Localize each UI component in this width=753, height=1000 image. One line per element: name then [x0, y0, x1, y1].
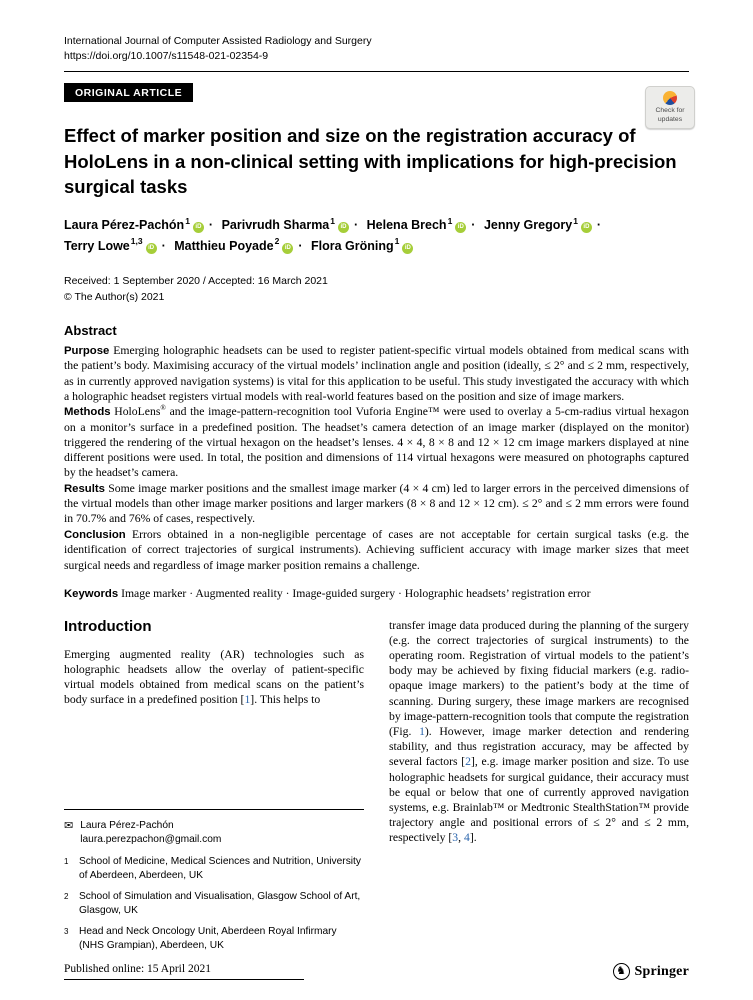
author-affiliation-sup: 1 [330, 215, 335, 226]
check-for-updates-badge[interactable] [645, 86, 695, 129]
right-column [389, 618, 689, 953]
springer-horse-icon: ♞ [616, 965, 626, 977]
springer-wordmark: Springer [634, 963, 689, 979]
author-separator: · [596, 217, 602, 232]
affiliation-text: School of Simulation and Visualisation, Glasgow School of Art, Glasgow, UK [79, 890, 361, 916]
affiliation-number: 2 [64, 891, 69, 901]
published-online: Published online: 15 April 2021 [64, 963, 304, 980]
article-title: Effect of marker position and size on the registration accuracy of HoloLens in a non-clinical setting with implications for high-precision surgical tasks [64, 125, 677, 197]
text-run: ]. This helps to [250, 693, 321, 707]
abstract-results [64, 481, 689, 527]
intro-paragraph-left [64, 647, 364, 708]
text-run: ]. [469, 831, 477, 845]
text-run: Methods [64, 406, 111, 418]
two-column-body [64, 618, 689, 953]
affiliation-text: Head and Neck Oncology Unit, Aberdeen Royal Infirmary (NHS Grampian), Aberdeen, UK [79, 925, 337, 951]
author-separator: · [471, 217, 476, 232]
correspondence [64, 819, 364, 847]
text-run: Emerging holographic headsets can be used to register patient-specific virtual models obtained from medical scans with the patient’s body. Maximising accuracy of the virtual models’ inclination angle and position (ideally, ≤ 2° and ≤ 2 mm, respectively, as in currently approved navigation systems) is vital for this application to be useful. This study investigated the accuracy with which a holographic headset registers virtual models with real-world features based on the position and size of image markers. [64, 343, 689, 403]
citation-link[interactable]: 1 [419, 724, 425, 738]
envelope-icon: ✉ [64, 820, 74, 833]
received-accepted: Received: 1 September 2020 / Accepted: 16 March 2021 [64, 275, 328, 288]
copyright-line: © The Author(s) 2021 [64, 290, 165, 303]
affiliation-number: 1 [64, 856, 69, 866]
author [484, 215, 601, 236]
footnotes-block [64, 809, 364, 953]
abstract-conclusion [64, 527, 689, 573]
author [367, 215, 476, 236]
orcid-icon[interactable]: iD [581, 222, 592, 233]
orcid-icon[interactable]: iD [338, 222, 349, 233]
author [311, 236, 413, 257]
text-run: ® [160, 404, 166, 413]
citation-link[interactable]: 2 [465, 755, 471, 769]
text-run: and the image-pattern-recognition tool Vuforia Engine™ were used to overlay a 5-cm-radius virtual hexagon on a monitor’s surface in a predefined position. The headset’s camera detection of an image marker (displayed on the monitor) triggered the rendering of the virtual hexagon on the headset’s lenses. 4 × 4, 8 × 8 and 12 × 12 cm image markers displayed at nine different positions were used. In total, the position and dimensions of 114 virtual hexagons were measured on photographs captured by the headset’s camera. [64, 405, 690, 480]
text-run: Conclusion [64, 528, 126, 541]
intro-paragraph-right [389, 618, 689, 846]
check-for-updates-line2: updates [657, 115, 683, 123]
author-name: Flora Gröning [310, 238, 394, 253]
abstract-heading: Abstract [64, 322, 117, 338]
author-separator: · [298, 238, 303, 253]
author-affiliation-sup: 2 [274, 236, 280, 247]
correspondence-lines [80, 819, 221, 847]
text-run: Emerging augmented reality (AR) technologies such as holographic headsets allow the overlay of patient-specific virtual models obtained from medical scans on the patient’s body surface in a predefined position [ [64, 647, 364, 707]
header-rule [64, 71, 689, 72]
author [64, 215, 213, 236]
text-run: Errors obtained in a non-negligible percentage of cases are not acceptable for certain surgical tasks (e.g. the identification of correct trajectories of surgical instruments). Achieving sufficient accuracy with image marker sizes that meet surgical needs and regardless of image marker position remains a challenge. [64, 527, 689, 572]
text-run: Some image marker positions and the smallest image marker (4 × 4 cm) led to larger errors in the perceived dimensions of the virtual models than other image marker positions and larger markers (8 × 8 and 12 × 12 cm). ≤ 2° and ≤ 2 mm errors were found in 70.7% and 76% of cases, respectively. [64, 481, 689, 526]
abstract-purpose [64, 343, 689, 404]
author-name: Parivrudh Sharma [221, 217, 330, 232]
doi-link[interactable]: https://doi.org/10.1007/s11548-021-02354-9 [64, 50, 269, 63]
author-list [64, 215, 689, 256]
author-affiliation-sup: 1 [394, 236, 400, 247]
author-name: Matthieu Poyade [174, 238, 274, 253]
text-run: Keywords [64, 587, 119, 600]
citation-link[interactable]: 3 [452, 831, 459, 845]
page-footer [64, 963, 689, 980]
author [64, 236, 166, 257]
affiliations [64, 855, 364, 953]
corresponding-author-email[interactable]: laura.perezpachon@gmail.com [80, 834, 222, 846]
author-separator: · [161, 238, 166, 253]
springer-horse-circle [613, 963, 630, 980]
author-name: Jenny Gregory [483, 217, 573, 232]
affiliation-text: School of Medicine, Medical Sciences and Nutrition, University of Aberdeen, Aberdeen, UK [79, 855, 361, 881]
author [222, 215, 359, 236]
crossmark-icon [663, 91, 677, 105]
affiliation-2 [64, 890, 364, 918]
text-run: Image marker · Augmented reality · Image-guided surgery · Holographic headsets’ registration error [118, 586, 591, 600]
affiliation-1 [64, 855, 364, 883]
orcid-icon[interactable]: iD [146, 243, 157, 254]
check-for-updates-line1: Check for [655, 107, 685, 114]
article-type-badge: ORIGINAL ARTICLE [64, 83, 193, 102]
orcid-icon[interactable]: iD [282, 243, 293, 254]
introduction-heading: Introduction [64, 617, 152, 635]
text-run: HoloLens [110, 405, 161, 418]
text-run: ). However, image marker detection and rendering stability, and thus registration accuracy, may be affected by several factors [ [389, 724, 689, 769]
orcid-icon[interactable]: iD [402, 243, 413, 254]
orcid-icon[interactable]: iD [455, 222, 466, 233]
journal-header [64, 34, 689, 72]
author-name: Terry Lowe [64, 238, 130, 253]
left-column [64, 618, 364, 953]
text-run: ], e.g. image marker position and size. To use holographic headsets for surgical guidance, their accuracy must be equal or below that one of currently approved navigation systems, e.g. Brainlab™ or Medtronic StealthStation™ provide trajectory angle and positional errors of ≤ 2° and ≤ 2 mm, respectively [ [389, 755, 689, 845]
author-affiliation-sup: 1,3 [130, 236, 143, 247]
abstract-section [64, 323, 689, 602]
author-affiliation-sup: 1 [573, 215, 578, 226]
citation-link[interactable]: 1 [244, 693, 251, 707]
author-name: Helena Brech [366, 217, 447, 232]
orcid-icon[interactable]: iD [193, 222, 204, 233]
text-run: Purpose [64, 344, 110, 357]
author-separator: · [208, 217, 214, 232]
keywords-line [64, 586, 689, 602]
citation-link[interactable]: 4 [463, 831, 470, 845]
abstract-methods [64, 404, 689, 481]
text-run: Results [64, 482, 105, 495]
author-separator: · [354, 217, 359, 232]
springer-logo [613, 963, 690, 980]
affiliation-3 [64, 925, 364, 953]
text-run: transfer image data produced during the planning of the surgery (e.g. the correct trajectories of surgical instruments) to the operating room. Registration of virtual models to the patient’s body may be achieved by fixing fiducial markers (e.g. radio-opaque image markers) to the patient’s body at the time of scanning. During surgery, these image markers are recognised by image-pattern-recognition tools that compute the registration (Fig. [389, 618, 689, 738]
affiliation-number: 3 [64, 926, 69, 936]
corresponding-author-name: Laura Pérez-Pachón [80, 820, 174, 832]
text-run: , [458, 831, 464, 845]
author-name: Laura Pérez-Pachón [64, 217, 185, 232]
dates-block [64, 274, 689, 306]
check-for-updates-label [649, 107, 691, 125]
journal-name: International Journal of Computer Assisted Radiology and Surgery [64, 35, 372, 47]
author-affiliation-sup: 1 [185, 215, 190, 226]
article-type-row [64, 83, 689, 102]
author [174, 236, 302, 257]
author-affiliation-sup: 1 [447, 215, 453, 226]
